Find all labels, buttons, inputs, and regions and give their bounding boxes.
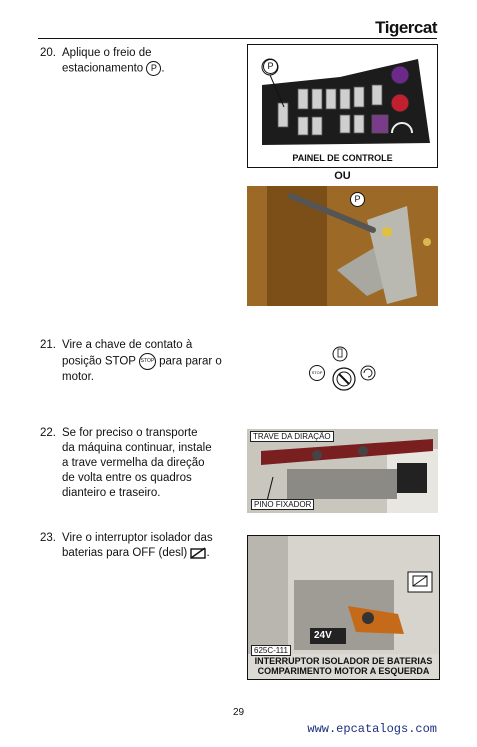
watermark: www.epcatalogs.com (307, 722, 437, 736)
step-text: da máquina continuar, instale (62, 442, 212, 454)
step-number: 23. (40, 532, 56, 544)
step-text: Se for preciso o transporte (62, 427, 198, 439)
figure-caption: PAINEL DE CONTROLE (292, 153, 393, 163)
brand-logo: Tigercat (375, 18, 437, 37)
caption-line: COMPARIMENTO MOTOR A ESQUERDA (257, 666, 430, 676)
parking-lever-photo (247, 186, 438, 306)
step-text: . (161, 62, 165, 75)
step-text: . (206, 547, 210, 559)
step-number: 22. (40, 427, 56, 439)
step-text: dianteiro e traseiro. (62, 487, 161, 499)
step-number: 21. (40, 339, 56, 351)
step-text: posição STOP (62, 355, 136, 368)
parking-brake-icon: P (350, 192, 365, 207)
step-text: Vire o interruptor isolador das (62, 532, 213, 544)
pin-label: PINO FIXADOR (251, 499, 314, 510)
step-text: motor. (62, 371, 94, 383)
header-rule (38, 38, 437, 39)
battery-isolator-illustration (248, 536, 439, 654)
step-text: baterias para OFF (desl) (62, 547, 188, 559)
step-text: para parar o (159, 355, 222, 368)
battery-isolator-photo (247, 535, 440, 680)
step-text: de volta entre os quadros (62, 472, 192, 484)
stop-icon: STOP (309, 365, 325, 381)
parking-brake-icon: P (146, 61, 161, 76)
step-text: a trave vermelha da direção (62, 457, 205, 469)
battery-off-icon (190, 547, 206, 559)
key-switch-figure (306, 345, 386, 395)
step-text: estacionamento (62, 62, 144, 75)
steering-bar-label: TRAVE DA DIRAÇÃO (250, 431, 334, 442)
step-21 (40, 338, 222, 385)
page-number: 29 (232, 707, 245, 718)
step-text: Vire a chave de contato à (62, 339, 193, 351)
or-label: OU (334, 170, 351, 182)
component-code: 625C-111 (251, 645, 291, 656)
figure-caption (248, 656, 439, 676)
steering-bar-photo (247, 429, 438, 513)
step-23 (40, 531, 213, 561)
parking-brake-icon: P (263, 59, 278, 74)
caption-line: INTERRUPTOR ISOLADOR DE BATERIAS (254, 656, 433, 666)
step-20 (40, 46, 165, 77)
stop-icon: STOP (139, 353, 156, 370)
step-22 (40, 426, 212, 501)
voltage-label: 24V (314, 630, 332, 641)
control-panel-figure (247, 44, 438, 168)
parking-lever-illustration (247, 186, 438, 306)
step-number: 20. (40, 47, 56, 59)
step-text: Aplique o freio de (62, 47, 152, 59)
